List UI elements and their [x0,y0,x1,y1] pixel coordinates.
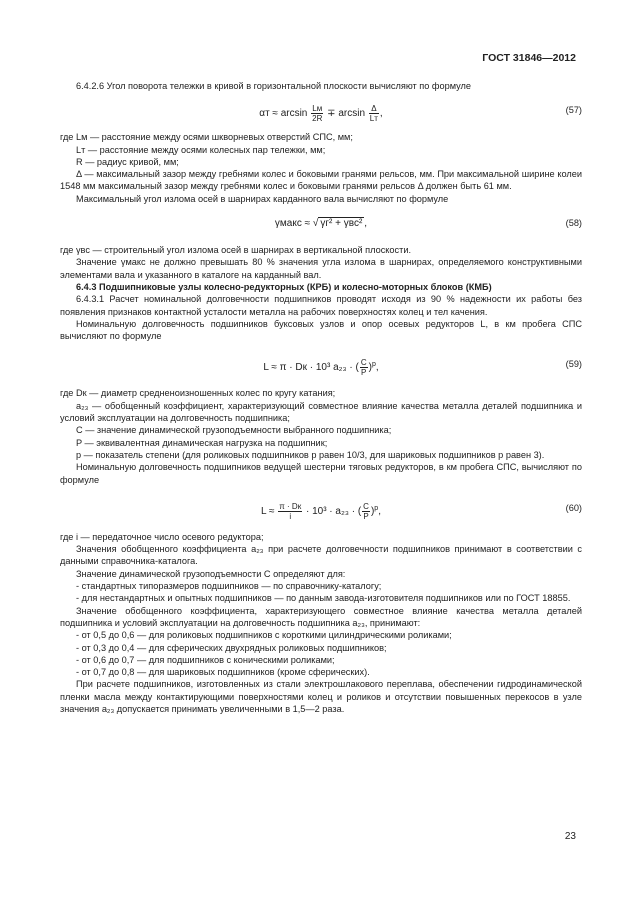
section-6-4-3-1: 6.4.3.1 Расчет номинальной долговечности подшипников проводят исходя из 90 % надежности их работы без появления признаков контактной усталости металла на рабочих поверхностях колец и тел качения. [60,294,582,317]
frac-den: P [361,368,367,378]
formula-59-fraction [360,358,368,377]
document-header: ГОСТ 31846—2012 [482,52,576,64]
paragraph-after-60: Значения обобщенного коэффициента a₂₃ при расчете долговечности подшипников принимают в соответствии с данными справочника-каталога. [60,544,582,567]
formula-59-exponent: p [371,361,376,369]
list-item: - от 0,3 до 0,4 — для сферических двухрядных роликовых подшипников; [76,642,387,653]
nominal-durability-paragraph-2: Номинальную долговечность подшипников ведущей шестерни тяговых редукторов, в км пробега СПС, вычисляют по формуле [60,462,582,485]
frac-num: C [360,358,367,368]
def-59-item: где Dк — диаметр средненоизношенных колес по кругу катания; [60,388,336,399]
formula-57-mid: ∓ arcsin [327,108,366,120]
frac2-num: C [363,501,369,511]
formula-58-expression: γмакс ≈ √ γг² + γвс² , [274,218,368,230]
formula-60-fraction-1 [278,502,302,521]
definitions-59 [60,387,582,461]
generalized-coefficient-paragraph: Значение обобщенного коэффициента, характеризующего совместное влияние качества металла деталей подшипника и условий эксплуатации на долговечность подшипника a₂₃, принимают: [60,605,582,628]
formula-57-end: , [379,108,383,120]
formula-58-radicand: γг² + γвс² [320,218,363,230]
formula-60-exponent: p [374,504,379,512]
frac1-den: 2R [312,114,323,124]
formula-58 [60,211,582,237]
formula-57 [60,98,582,124]
max-angle-paragraph: Максимальный угол излома осей в шарнирах карданного вала вычисляют по формуле [76,193,449,204]
frac1-num: Lм [312,104,323,114]
formula-60-fraction-2 [362,502,370,521]
formula-58-lhs: γмакс ≈ [274,218,311,230]
frac2-den: P [363,511,369,521]
formula-58-number: (58) [565,218,582,229]
formula-60-lhs: L ≈ [261,505,275,517]
frac2-den: Lт [369,114,378,124]
def-57-item: Lт — расстояние между осями колесных пар тележки, мм; [76,144,326,155]
formula-58-end: , [364,218,368,230]
def-59-item: p — показатель степени (для роликовых подшипников p равен 10/3, для шариковых подшипников p равен 3). [76,449,545,460]
nominal-durability-paragraph-1: Номинальную долговечность подшипников буксовых узлов и опор осевых редукторов L, в км пробега СПС вычисляют по формуле [60,318,582,342]
formula-59-lhs: L ≈ π · Dк · 10³ a₂₃ · [263,362,353,374]
list-item: - для нестандартных и опытных подшипников — по данным завода-изготовителя подшипников или по ГОСТ 18855. [76,593,571,604]
value-note-paragraph: Значение γмакс не должно превышать 80 % значения угла излома в шарнирах, определяемого конструктивными элементами вала и указанного в каталоге на карданный вал. [60,257,582,280]
def-59-item: P — эквивалентная динамическая нагрузка на подшипник; [76,437,328,448]
frac1-num: π · Dк [279,501,302,511]
formula-59-end: , [375,362,379,374]
formula-59-expression: L ≈ π · Dк · 10³ a₂₃ · ( $\frac{C}{P}$ )$^p$, [263,358,379,378]
page-content [60,80,582,715]
formula-57-fraction-2 [369,104,379,123]
formula-60-end: , [378,505,381,517]
formula-57-expression [60,104,582,123]
frac1-den: i [289,511,292,521]
definition-60: где i — передаточное число осевого редуктора; [60,531,264,542]
section-6-4-3-heading: 6.4.3 Подшипниковые узлы колесно-редукторных (КРБ) и колесно-моторных блоков (КМБ) [76,281,492,292]
def-57-item: R — радиус кривой, мм; [76,156,179,167]
page-number: 23 [564,830,576,842]
def-57-item: Δ — максимальный зазор между гребнями колес и боковыми гранями рельсов, мм. При максимальной ширине колеи 1548 мм максимальный зазор между гребнями колес и боковыми гранями рельсов Δ должен быть 61 мм. [60,169,582,192]
formula-59 [60,348,582,380]
formula-57-lhs: αт ≈ arcsin [259,108,308,120]
final-paragraph: При расчете подшипников, изготовленных из стали электрошлакового переплава, обеспечении гидродинамической пленки масла между контактирующими поверхностями колец и роликов и отсутствии повышенных перекосов в узле значения a₂₃ допускается принимать увеличенными в 1,5—2 раза. [60,679,582,714]
def-59-item: a₂₃ — обобщенный коэффициент, характеризующий совместное влияние качества металла деталей подшипника и условий эксплуатации на долговечность подшипника; [60,400,582,424]
formula-57-fraction-1 [311,104,323,123]
list-item: - стандартных типоразмеров подшипников — по справочнику-каталогу; [76,581,382,592]
list-item: - от 0,6 до 0,7 — для подшипников с коническими роликами; [76,654,335,665]
definitions-57 [60,131,582,192]
formula-60-number: (60) [565,502,582,513]
formula-60 [60,492,582,524]
section-6-4-2-6: 6.4.2.6 Угол поворота тележки в кривой в горизонтальной плоскости вычисляют по формуле [76,81,471,91]
def-59-item: C — значение динамической грузоподъемности выбранного подшипника; [76,425,392,436]
paragraph-after-60: Значение динамической грузоподъемности C определяют для: [76,568,346,579]
formula-60-mid: · 10³ · a₂₃ · [305,505,356,517]
definition-58: где γвс — строительный угол излома осей в шарнирах в вертикальной плоскости. [60,245,412,256]
list-item: - от 0,7 до 0,8 — для шариковых подшипников (кроме сферических). [76,667,370,678]
formula-60-expression: L ≈ $\frac{\pi \cdot Dк}{i}$ · 10³ · a₂₃ · ( $\frac{C}{P}$ )$^p$, [261,501,381,521]
def-57-item: где Lм — расстояние между осями шкворневых отверстий СПС, мм; [60,132,353,143]
formula-59-number: (59) [565,359,582,370]
list-item: - от 0,5 до 0,6 — для роликовых подшипников с короткими цилиндрическими роликами; [76,630,452,641]
frac2-num: Δ [369,104,379,114]
formula-57-number: (57) [565,105,582,116]
